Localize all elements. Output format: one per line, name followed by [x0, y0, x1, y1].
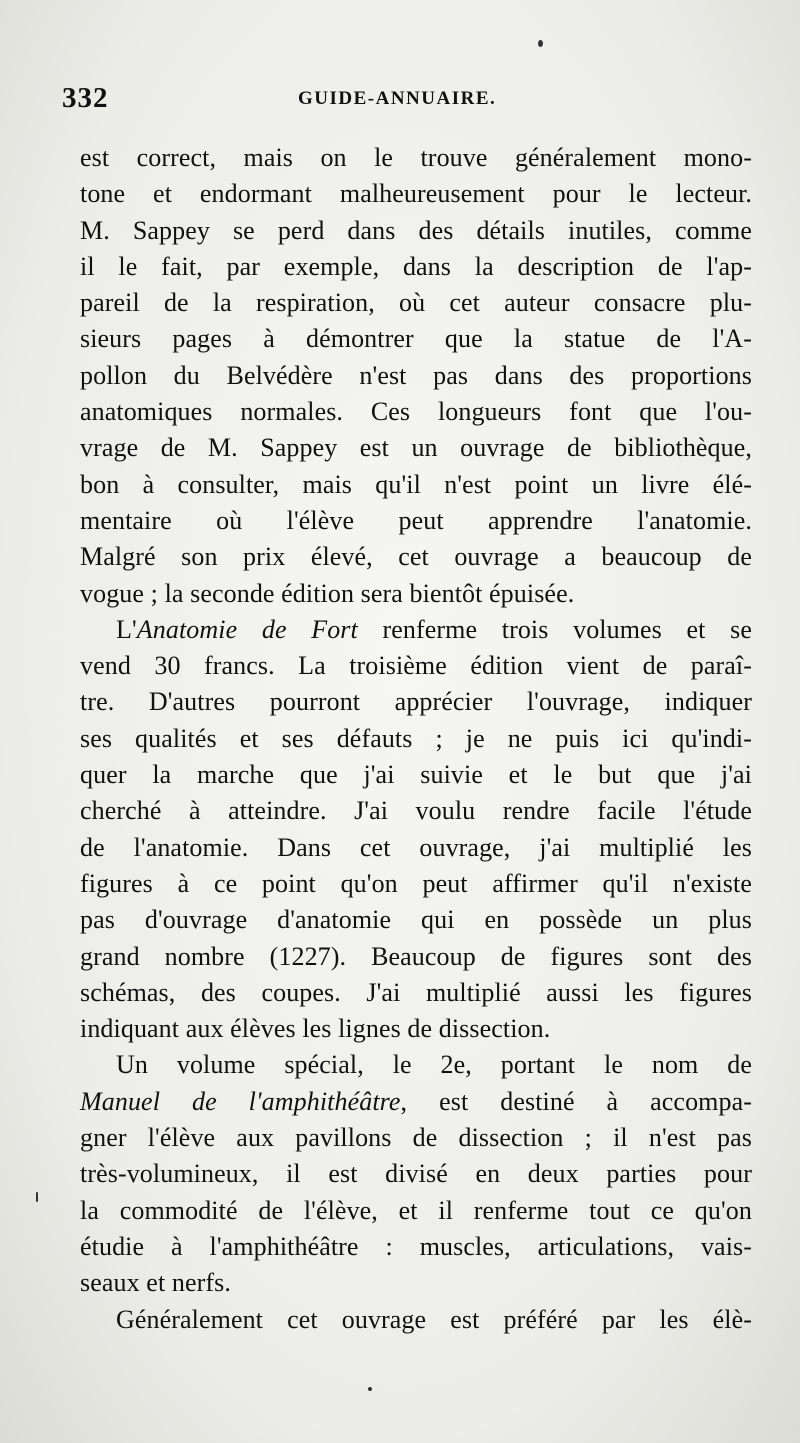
text-line: bon à consulter, mais qu'il n'est point un livre élé-: [80, 469, 752, 499]
text-line: vogue ; la seconde édition sera bientôt épuisée.: [80, 578, 575, 608]
print-speck: [538, 40, 543, 47]
book-title-italic: Manuel de l'amphithéâtre: [80, 1086, 401, 1116]
text-line: [80, 612, 752, 648]
book-title-italic: Anatomie de Fort: [136, 614, 358, 644]
text-line: [80, 1084, 752, 1120]
text-line: pareil de la respiration, où cet auteur consacre plu-: [80, 288, 752, 318]
text-line: sieurs pages à démontrer que la statue de l'A-: [80, 324, 752, 354]
running-title: GUIDE-ANNUAIRE.: [298, 88, 497, 109]
text-line: de l'anatomie. Dans cet ouvrage, j'ai multiplié les: [80, 832, 752, 862]
text-line: tre. D'autres pourront apprécier l'ouvrage, indiquer: [80, 687, 752, 717]
text-span: L': [116, 614, 137, 644]
body-text: [80, 140, 752, 1338]
text-span: renferme trois volumes et se: [357, 614, 752, 644]
text-line: gner l'élève aux pavillons de dissection ; il n'est pas: [80, 1123, 752, 1153]
text-line: M. Sappey se perd dans des détails inutiles, comme: [80, 215, 752, 245]
text-line: très-volumineux, il est divisé en deux parties pour: [80, 1159, 752, 1189]
text-line: pollon du Belvédère n'est pas dans des proportions: [80, 360, 752, 390]
text-line: indiquant aux élèves les lignes de dissection.: [80, 1014, 551, 1044]
text-span: , est destiné à accompa-: [400, 1086, 752, 1116]
text-line: Malgré son prix élevé, cet ouvrage a beaucoup de: [80, 542, 752, 572]
text-line: ses qualités et ses défauts ; je ne puis ici qu'indi-: [80, 723, 752, 753]
text-line: Généralement cet ouvrage est préféré par les élè-: [116, 1304, 752, 1334]
text-line: seaux et nerfs.: [80, 1268, 231, 1298]
text-line: anatomiques normales. Ces longueurs font que l'ou-: [80, 397, 752, 427]
text-line: est correct, mais on le trouve généralement mono-: [80, 143, 752, 172]
text-line: mentaire où l'élève peut apprendre l'anatomie.: [80, 505, 752, 535]
text-line: quer la marche que j'ai suivie et le but que j'ai: [80, 760, 752, 790]
text-line: vrage de M. Sappey est un ouvrage de bibliothèque,: [80, 433, 752, 463]
text-line: figures à ce point qu'on peut affirmer qu'il n'existe: [80, 868, 752, 898]
text-line: Un volume spécial, le 2e, portant le nom de: [116, 1050, 752, 1080]
text-line: étudie à l'amphithéâtre : muscles, articulations, vais-: [80, 1231, 752, 1261]
text-line: cherché à atteindre. J'ai voulu rendre facile l'étude: [80, 796, 752, 826]
page-number: 332: [62, 82, 109, 114]
text-line: il le fait, par exemple, dans la description de l'ap-: [80, 251, 752, 281]
print-speck: [368, 1387, 372, 1391]
print-speck: [36, 1192, 38, 1202]
text-line: la commodité de l'élève, et il renferme tout ce qu'on: [80, 1195, 752, 1225]
text-line: vend 30 francs. La troisième édition vient de paraî-: [80, 651, 752, 681]
text-line: tone et endormant malheureusement pour le lecteur.: [80, 179, 752, 209]
text-line: grand nombre (1227). Beaucoup de figures sont des: [80, 941, 752, 971]
text-line: schémas, des coupes. J'ai multiplié aussi les figures: [80, 977, 752, 1007]
page-header: [62, 82, 702, 122]
text-line: pas d'ouvrage d'anatomie qui en possède un plus: [80, 905, 752, 935]
